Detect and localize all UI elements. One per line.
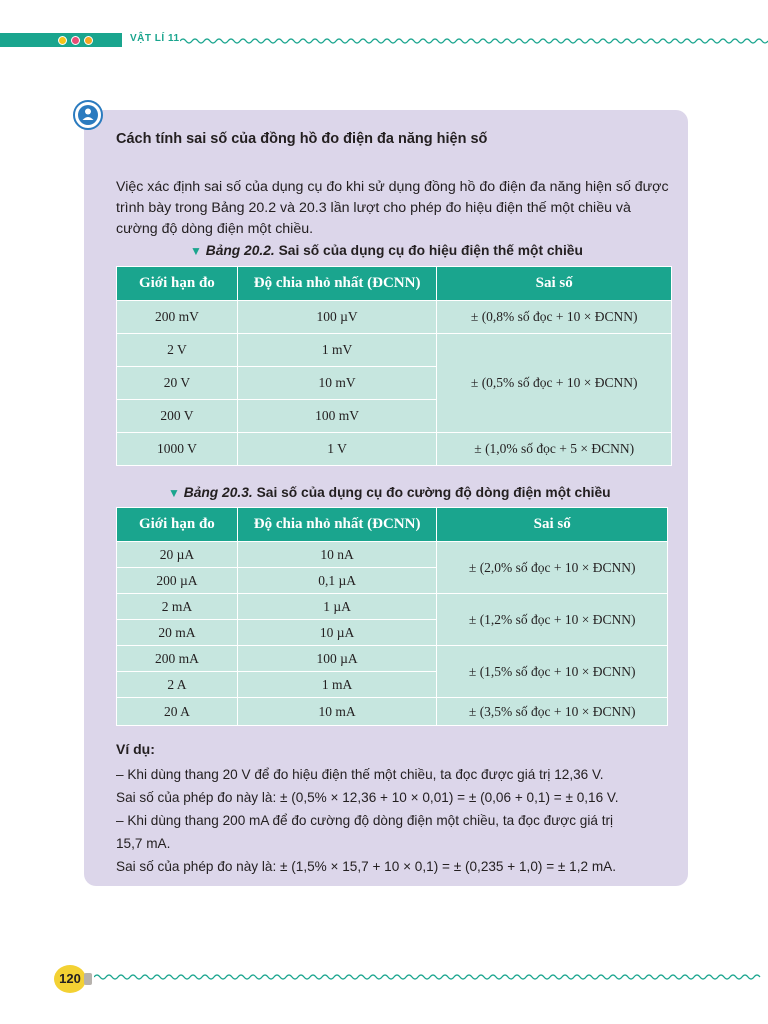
page-number: 120 [59,971,81,986]
table1-caption-text: Sai số của dụng cụ đo hiệu điện thế một chiều [274,243,583,258]
example-title: Ví dụ: [116,741,155,757]
table2-header-error: Sai số [437,508,668,542]
table1-caption [190,243,583,258]
box-title: Cách tính sai số của đồng hồ đo điện đa năng hiện số [116,131,488,147]
header-subject: VẬT LÍ 11 [130,33,180,44]
table2-error-cell: ± (1,5% số đọc + 10 × ĐCNN) [437,646,668,698]
table1-cell: 1000 V [117,433,238,466]
intro-paragraph [116,177,676,240]
table2-header-resolution: Độ chia nhỏ nhất (ĐCNN) [237,508,437,542]
table1-header-range: Giới hạn đo [117,267,238,301]
table1-cell: 100 µV [237,301,437,334]
table2-error-cell: ± (2,0% số đọc + 10 × ĐCNN) [437,542,668,594]
table2-cell: 0,1 µA [237,568,437,594]
table2-cell: 100 µA [237,646,437,672]
example-line: – Khi dùng thang 200 mA để đo cường độ dòng điện một chiều, ta đọc được giá trị [116,813,614,828]
caption-triangle-icon: ▼ [190,244,202,258]
table2-cell: 20 µA [117,542,238,568]
table2-cell: 10 µA [237,620,437,646]
intro-line: trình bày trong Bảng 20.2 và 20.3 lần lượt cho phép đo hiệu điện thế một chiều và [116,200,631,216]
table2-cell: 1 mA [237,672,437,698]
table1-cell: 10 mV [237,367,437,400]
header-dot-1 [58,36,67,45]
table1-error-cell: ± (0,5% số đọc + 10 × ĐCNN) [437,334,672,433]
table2-caption [168,485,611,500]
table2-caption-text: Sai số của dụng cụ đo cường độ dòng điện một chiều [252,485,611,500]
example-line: Sai số của phép đo này là: ± (1,5% × 15,7 + 10 × 0,1) = ± (0,235 + 1,0) = ± 1,2 mA. [116,859,616,874]
table2-cell: 200 mA [117,646,238,672]
table1-cell: 100 mV [237,400,437,433]
table1-header-resolution: Độ chia nhỏ nhất (ĐCNN) [237,267,437,301]
table2-cell: 2 A [117,672,238,698]
table2-cell: 10 nA [237,542,437,568]
table1-error-cell: ± (0,8% số đọc + 10 × ĐCNN) [437,301,672,334]
table1-error-cell: ± (1,0% số đọc + 5 × ĐCNN) [437,433,672,466]
table-dc-current [116,507,668,726]
header-dot-2 [71,36,80,45]
caption-triangle-icon: ▼ [168,486,180,500]
table2-cell: 10 mA [237,698,437,726]
table-dc-voltage [116,266,672,466]
intro-line: cường độ dòng điện một chiều. [116,221,314,237]
table2-header-range: Giới hạn đo [117,508,238,542]
footer-wave-line [94,973,764,981]
table1-cell: 20 V [117,367,238,400]
table1-caption-number: Bảng 20.2. [205,243,275,258]
header-wave-line [180,37,768,45]
example-line: 15,7 mA. [116,836,171,851]
table2-cell: 200 µA [117,568,238,594]
table2-error-cell: ± (1,2% số đọc + 10 × ĐCNN) [437,594,668,646]
bulb-base-icon [84,973,92,985]
table1-cell: 1 V [237,433,437,466]
table1-cell: 2 V [117,334,238,367]
example-line: – Khi dùng thang 20 V để đo hiệu điện thế một chiều, ta đọc được giá trị 12,36 V. [116,767,604,782]
table1-cell: 200 V [117,400,238,433]
table1-cell: 200 mV [117,301,238,334]
table2-cell: 2 mA [117,594,238,620]
table2-cell: 20 mA [117,620,238,646]
table1-header-error: Sai số [437,267,672,301]
header-dot-3 [84,36,93,45]
table2-caption-number: Bảng 20.3. [183,485,253,500]
table2-error-cell: ± (3,5% số đọc + 10 × ĐCNN) [437,698,668,726]
table2-cell: 1 µA [237,594,437,620]
knowledge-icon [73,100,103,130]
example-line: Sai số của phép đo này là: ± (0,5% × 12,36 + 10 × 0,01) = ± (0,06 + 0,1) = ± 0,16 V. [116,790,619,805]
intro-line: Việc xác định sai số của dụng cụ đo khi sử dụng đồng hồ đo điện đa năng hiện số được [116,179,669,195]
table2-cell: 20 A [117,698,238,726]
table1-cell: 1 mV [237,334,437,367]
